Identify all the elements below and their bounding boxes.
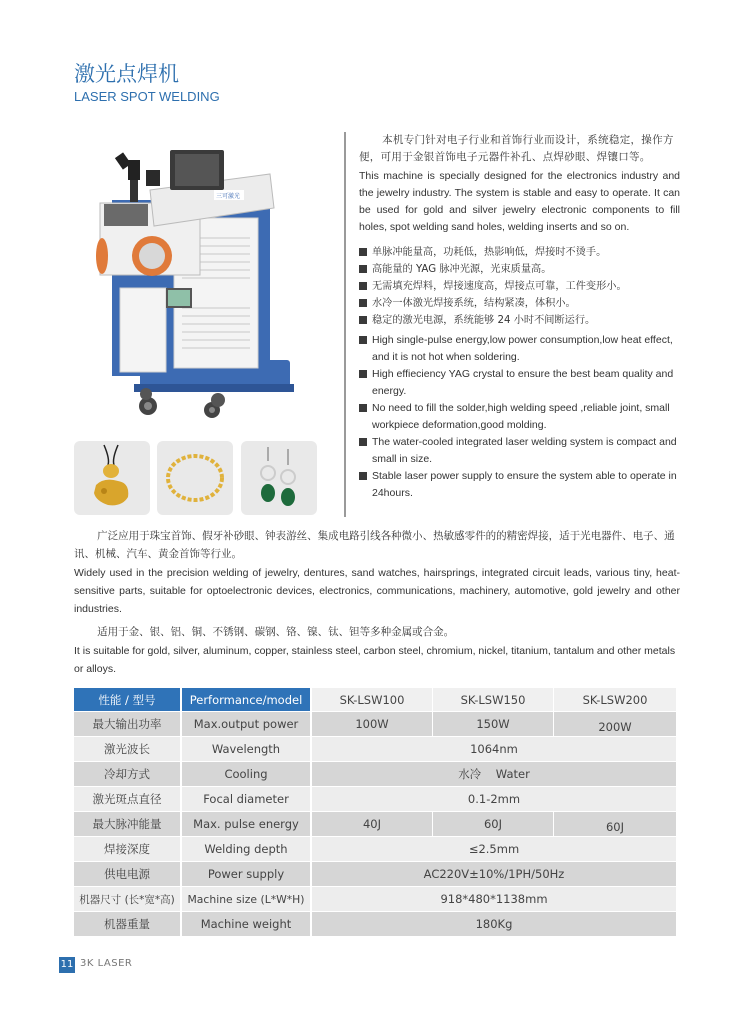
- gold-bracelet-image: [157, 441, 233, 515]
- spec-label-zh: 机器重量: [74, 912, 182, 937]
- spec-header-zh: 性能 / 型号: [74, 688, 182, 712]
- feature-zh-item: 水冷一体激光焊接系统，结构紧凑，体积小。: [359, 295, 680, 312]
- features-en-list: [359, 332, 680, 502]
- spec-value: 180Kg: [312, 912, 676, 937]
- spec-label-zh: 最大输出功率: [74, 712, 182, 737]
- spec-label-en: Machine weight: [182, 912, 312, 937]
- feature-zh-item: 单脉冲能量高，功耗低，热影响低，焊接时不烫手。: [359, 244, 680, 261]
- feature-en-item: Stable laser power supply to ensure the system able to operate in 24hours.: [359, 468, 680, 502]
- feature-zh-item: 无需填充焊料，焊接速度高，焊接点可靠，工件变形小。: [359, 278, 680, 295]
- spec-value: 水冷 Water: [312, 762, 676, 787]
- metals-en: It is suitable for gold, silver, aluminum, copper, stainless steel, carbon steel, chromium, nickel, titanium, tantalum and other metals or alloys.: [74, 645, 676, 675]
- spec-value: 60J: [554, 812, 676, 837]
- feature-en-item: High effieciency YAG crystal to ensure the best beam quality and energy.: [359, 366, 680, 400]
- spec-value: 918*480*1138mm: [312, 887, 676, 912]
- model-label: SK-LSW100: [312, 688, 433, 712]
- spec-header-row: [74, 688, 676, 712]
- spec-label-zh: 最大脉冲能量: [74, 812, 182, 837]
- spec-value: 40J: [312, 812, 433, 837]
- spec-value: 200W: [554, 712, 676, 737]
- spec-row: [74, 712, 676, 737]
- intro-en: This machine is specially designed for the electronics industry and the jewelry industry. The system is stable and easy to operate. It can be used for gold and silver jewelry electronic components to fill holes, spot welding sand holes, welding inserts and so on.: [359, 170, 680, 233]
- page-title-en: LASER SPOT WELDING: [74, 89, 220, 104]
- machine-image: [90, 148, 340, 420]
- feature-zh-item: 高能量的 YAG 脉冲光源，光束质量高。: [359, 261, 680, 278]
- spec-label-zh: 激光斑点直径: [74, 787, 182, 812]
- spec-row: [74, 787, 676, 812]
- spec-table: [74, 688, 676, 937]
- applications-zh: 广泛应用于珠宝首饰、假牙补砂眼、钟表游丝、集成电路引线各种微小、热敏感零件的的精密焊接，适于光电器件、电子、通讯、机械、汽车、黄金首饰等行业。: [74, 530, 675, 560]
- jewelry-thumbnails: [74, 441, 319, 515]
- spec-label-zh: 冷却方式: [74, 762, 182, 787]
- feature-en-item: The water-cooled integrated laser welding system is compact and small in size.: [359, 434, 680, 468]
- spec-label-zh: 激光波长: [74, 737, 182, 762]
- spec-header-en: Performance/model: [182, 688, 312, 712]
- feature-en-item: No need to fill the solder,high welding speed ,reliable joint, small workpiece deformation,good molding.: [359, 400, 680, 434]
- spec-row: [74, 737, 676, 762]
- spec-label-zh: 机器尺寸 (长*宽*高): [74, 887, 182, 912]
- spec-value: 0.1-2mm: [312, 787, 676, 812]
- spec-label-en: Power supply: [182, 862, 312, 887]
- spec-label-zh: 焊接深度: [74, 837, 182, 862]
- model-label: SK-LSW150: [433, 688, 554, 712]
- spec-row: [74, 887, 676, 912]
- spec-row: [74, 862, 676, 887]
- feature-zh-item: 稳定的激光电源，系统能够 24 小时不间断运行。: [359, 312, 680, 329]
- spec-value: ≤2.5mm: [312, 837, 676, 862]
- spec-label-en: Cooling: [182, 762, 312, 787]
- spec-value: 150W: [433, 712, 554, 737]
- features-zh-list: [359, 244, 680, 329]
- spec-value: 1064nm: [312, 737, 676, 762]
- applications-en: Widely used in the precision welding of jewelry, dentures, sand watches, hairsprings, integrated circuit leads, various tiny, heat-sensitive parts, suitable for optoelectronic devices, electronics, communications, machinery, automotive, gold jewelry and other industries.: [74, 567, 680, 615]
- spec-label-en: Welding depth: [182, 837, 312, 862]
- footer-brand: 3K LASER: [80, 958, 133, 969]
- metals-zh: 适用于金、银、铝、铜、不锈钢、碳钢、铬、镍、钛、钽等多种金属或合金。: [97, 626, 455, 638]
- gold-pendant-image: [74, 441, 150, 515]
- feature-en-item: High single-pulse energy,low power consumption,low heat effect, and it is not hot when soldering.: [359, 332, 680, 366]
- page-number: 11: [59, 957, 75, 973]
- intro-zh: 本机专门针对电子行业和首饰行业而设计，系统稳定，操作方便，可用于金银首饰电子元器件补孔、点焊砂眼、焊镶口等。: [359, 134, 674, 163]
- spec-label-en: Max.output power: [182, 712, 312, 737]
- spec-label-en: Wavelength: [182, 737, 312, 762]
- page-title-zh: 激光点焊机: [74, 62, 179, 86]
- spec-row: [74, 812, 676, 837]
- machine-panel-label: 三可激光: [216, 193, 241, 200]
- spec-label-en: Focal diameter: [182, 787, 312, 812]
- model-label: SK-LSW200: [554, 688, 676, 712]
- spec-row: [74, 912, 676, 937]
- spec-row: [74, 837, 676, 862]
- spec-label-en: Machine size (L*W*H): [182, 887, 312, 912]
- spec-row: [74, 762, 676, 787]
- spec-value: AC220V±10%/1PH/50Hz: [312, 862, 676, 887]
- spec-value: 100W: [312, 712, 433, 737]
- spec-label-zh: 供电电源: [74, 862, 182, 887]
- spec-label-en: Max. pulse energy: [182, 812, 312, 837]
- description-block: [344, 132, 680, 517]
- emerald-earring-image: [241, 441, 317, 515]
- spec-value: 60J: [433, 812, 554, 837]
